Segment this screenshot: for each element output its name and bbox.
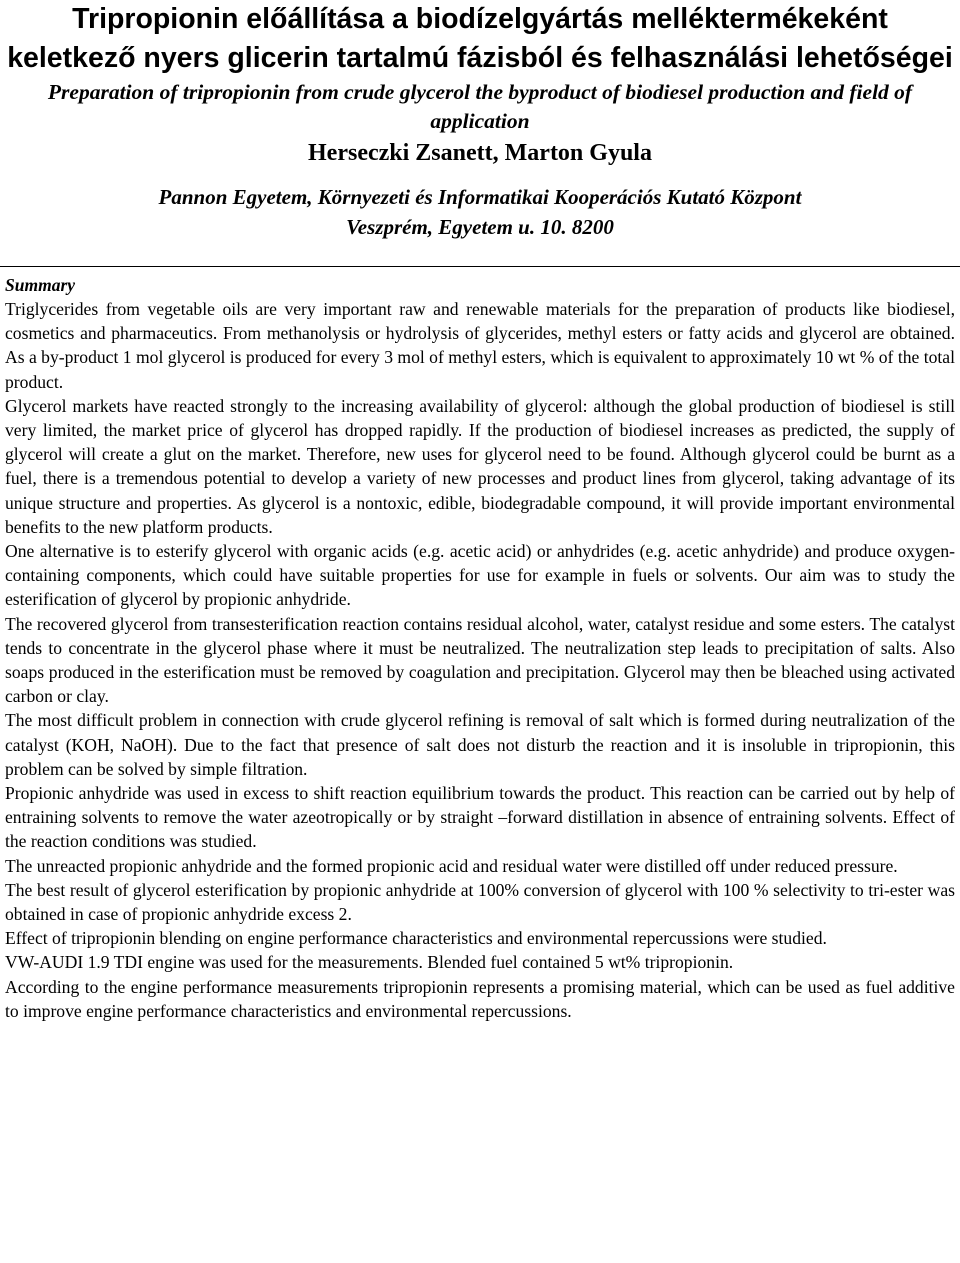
summary-paragraph: The unreacted propionic anhydride and the formed propionic acid and residual water were distilled off under reduced pressure. <box>5 855 898 876</box>
summary-body <box>5 297 955 1023</box>
authors: Herseczki Zsanett, Marton Gyula <box>308 140 652 166</box>
title-english: Preparation of tripropionin from crude glycerol the byproduct of biodiesel production and field of application <box>47 80 913 133</box>
affiliation-institution: Pannon Egyetem, Környezeti és Informatikai Kooperációs Kutató Központ <box>158 185 802 209</box>
summary-paragraph: Glycerol markets have reacted strongly to the increasing availability of glycerol: although the global production of biodiesel is still very limited, the market price of glycerol has dropped rapidly. If the production of biodiesel increases as predicted, the supply of glycerol will create a glut on the market. Therefore, new uses for glycerol need to be found. Although glycerol could be burnt as a fuel, there is a tremendous potential to develop a variety of new processes and product lines from glycerol, taking advantage of its unique structure and properties. As glycerol is a nontoxic, edible, biodegradable compound, it will provide important environmental benefits to the new platform products. <box>5 395 955 537</box>
summary-paragraph: According to the engine performance measurements tripropionin represents a promising material, which can be used as fuel additive to improve engine performance characteristics and environmental repercussions. <box>5 976 955 1021</box>
summary-paragraph: The recovered glycerol from transesterification reaction contains residual alcohol, water, catalyst residue and some esters. The catalyst tends to concentrate in the glycerol phase where it must be neutralized. The neutralization step leads to precipitation of salts. Also soaps produced in the esterification must be removed by coagulation and precipitation. Glycerol may then be bleached using activated carbon or clay. <box>5 613 955 707</box>
summary-paragraph: Triglycerides from vegetable oils are very important raw and renewable materials for the preparation of products like biodiesel, cosmetics and pharmaceutics. From methanolysis or hydrolysis of glycerides, methyl esters or fatty acids and glycerol are obtained. As a by-product 1 mol glycerol is produced for every 3 mol of methyl esters, which is equivalent to approximately 10 wt % of the total product. <box>5 299 955 392</box>
paper-header <box>5 0 955 242</box>
summary-heading: Summary <box>5 275 76 295</box>
summary-paragraph: VW-AUDI 1.9 TDI engine was used for the measurements. Blended fuel contained 5 wt% tripropionin. <box>5 952 734 973</box>
summary-paragraph: Effect of tripropionin blending on engine performance characteristics and environmental repercussions were studied. <box>5 928 827 949</box>
summary-paragraph: The best result of glycerol esterification by propionic anhydride at 100% conversion of glycerol with 100 % selectivity to tri-ester was obtained in case of propionic anhydride excess 2. <box>5 879 955 925</box>
summary-paragraph: The most difficult problem in connection with crude glycerol refining is removal of salt which is formed during neutralization of the catalyst (KOH, NaOH). Due to the fact that presence of salt does not disturb the reaction and it is insoluble in tripropionin, this problem can be solved by simple filtration. <box>5 710 955 779</box>
affiliation-address: Veszprém, Egyetem u. 10. 8200 <box>346 215 614 239</box>
header-divider <box>0 266 960 267</box>
summary-paragraph: Propionic anhydride was used in excess to shift reaction equilibrium towards the product. This reaction can be carried out by help of entraining solvents to remove the water azeotropically or by straight –forward distillation in absence of entraining solvents. Effect of the reaction conditions was studied. <box>5 783 955 852</box>
title-hungarian: Tripropionin előállítása a biodízelgyártás melléktermékeként keletkező nyers glicerin tartalmú fázisból és felhasználási lehetőségei <box>7 3 953 74</box>
summary-paragraph: One alternative is to esterify glycerol with organic acids (e.g. acetic acid) or anhydrides (e.g. acetic anhydride) and produce oxygen-containing components, which could have suitable properties for use for example in fuels or solvents. Our aim was to study the esterification of glycerol by propionic anhydride. <box>5 541 955 610</box>
